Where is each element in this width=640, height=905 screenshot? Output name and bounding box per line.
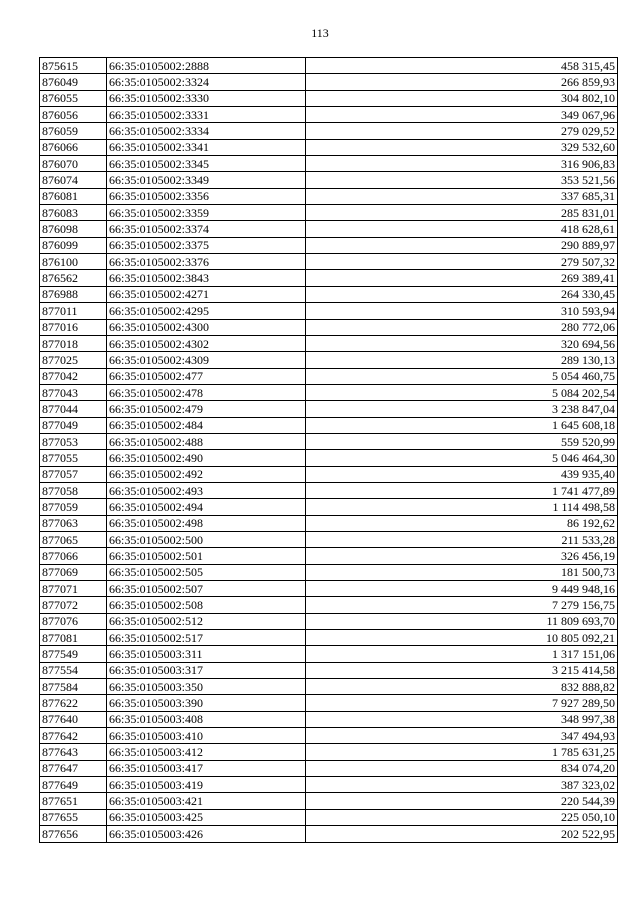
cadastral-value-cell: 832 888,82 <box>306 679 618 695</box>
row-number-cell: 876070 <box>40 156 107 172</box>
cadastral-value-cell: 220 544,39 <box>306 793 618 809</box>
cadastral-value-cell: 211 533,28 <box>306 531 618 547</box>
row-number-cell: 877065 <box>40 531 107 547</box>
table-row <box>40 139 618 155</box>
row-number-cell: 876081 <box>40 188 107 204</box>
cadastral-value-cell: 316 906,83 <box>306 156 618 172</box>
table-row <box>40 188 618 204</box>
cadastral-value-cell: 86 192,62 <box>306 515 618 531</box>
cadastral-value-cell: 439 935,40 <box>306 466 618 482</box>
row-number-cell: 877043 <box>40 384 107 400</box>
row-number-cell: 877622 <box>40 695 107 711</box>
cadastral-number-cell: 66:35:0105003:410 <box>107 728 306 744</box>
table-row <box>40 630 618 646</box>
cadastral-number-cell: 66:35:0105002:3843 <box>107 270 306 286</box>
cadastral-number-cell: 66:35:0105002:501 <box>107 548 306 564</box>
table-row <box>40 679 618 695</box>
row-number-cell: 877049 <box>40 417 107 433</box>
row-number-cell: 876083 <box>40 205 107 221</box>
cadastral-value-cell: 347 494,93 <box>306 728 618 744</box>
cadastral-value-cell: 1 741 477,89 <box>306 482 618 498</box>
cadastral-number-cell: 66:35:0105002:3376 <box>107 254 306 270</box>
row-number-cell: 877055 <box>40 450 107 466</box>
row-number-cell: 877642 <box>40 728 107 744</box>
page-number: 113 <box>311 26 329 40</box>
cadastral-number-cell: 66:35:0105002:3330 <box>107 90 306 106</box>
row-number-cell: 876056 <box>40 107 107 123</box>
cadastral-number-cell: 66:35:0105002:498 <box>107 515 306 531</box>
cadastral-value-cell: 7 279 156,75 <box>306 597 618 613</box>
row-number-cell: 877640 <box>40 711 107 727</box>
cadastral-number-cell: 66:35:0105002:494 <box>107 499 306 515</box>
cadastral-number-cell: 66:35:0105002:3349 <box>107 172 306 188</box>
row-number-cell: 877584 <box>40 679 107 695</box>
cadastral-number-cell: 66:35:0105002:507 <box>107 581 306 597</box>
table-row <box>40 270 618 286</box>
row-number-cell: 877655 <box>40 809 107 825</box>
cadastral-number-cell: 66:35:0105003:425 <box>107 809 306 825</box>
row-number-cell: 876059 <box>40 123 107 139</box>
cadastral-value-cell: 349 067,96 <box>306 107 618 123</box>
table-row <box>40 90 618 106</box>
cadastral-value-cell: 181 500,73 <box>306 564 618 580</box>
cadastral-number-cell: 66:35:0105002:493 <box>107 482 306 498</box>
cadastral-number-cell: 66:35:0105002:4302 <box>107 335 306 351</box>
cadastral-number-cell: 66:35:0105002:3374 <box>107 221 306 237</box>
cadastral-number-cell: 66:35:0105002:517 <box>107 630 306 646</box>
cadastral-number-cell: 66:35:0105002:508 <box>107 597 306 613</box>
row-number-cell: 877549 <box>40 646 107 662</box>
table-row <box>40 499 618 515</box>
row-number-cell: 877066 <box>40 548 107 564</box>
cadastral-number-cell: 66:35:0105002:4309 <box>107 352 306 368</box>
table-row <box>40 450 618 466</box>
cadastral-value-cell: 1 785 631,25 <box>306 744 618 760</box>
table-row <box>40 303 618 319</box>
cadastral-value-cell: 5 084 202,54 <box>306 384 618 400</box>
table-row <box>40 107 618 123</box>
cadastral-value-cell: 280 772,06 <box>306 319 618 335</box>
row-number-cell: 877651 <box>40 793 107 809</box>
row-number-cell: 877042 <box>40 368 107 384</box>
row-number-cell: 876562 <box>40 270 107 286</box>
cadastral-number-cell: 66:35:0105002:4295 <box>107 303 306 319</box>
row-number-cell: 877072 <box>40 597 107 613</box>
cadastral-value-cell: 285 831,01 <box>306 205 618 221</box>
cadastral-number-cell: 66:35:0105002:488 <box>107 433 306 449</box>
cadastral-number-cell: 66:35:0105003:421 <box>107 793 306 809</box>
cadastral-value-cell: 310 593,94 <box>306 303 618 319</box>
cadastral-number-cell: 66:35:0105002:477 <box>107 368 306 384</box>
cadastral-value-cell: 7 927 289,50 <box>306 695 618 711</box>
cadastral-number-cell: 66:35:0105003:419 <box>107 777 306 793</box>
table-row <box>40 254 618 270</box>
table-row <box>40 335 618 351</box>
table-row <box>40 237 618 253</box>
cadastral-value-cell: 1 114 498,58 <box>306 499 618 515</box>
table-row <box>40 58 618 74</box>
row-number-cell: 877058 <box>40 482 107 498</box>
cadastral-number-cell: 66:35:0105003:390 <box>107 695 306 711</box>
row-number-cell: 877044 <box>40 401 107 417</box>
cadastral-number-cell: 66:35:0105003:350 <box>107 679 306 695</box>
cadastral-number-cell: 66:35:0105002:2888 <box>107 58 306 74</box>
cadastral-value-cell: 3 238 847,04 <box>306 401 618 417</box>
table-body <box>40 58 618 843</box>
row-number-cell: 876988 <box>40 286 107 302</box>
table-row <box>40 286 618 302</box>
cadastral-value-cell: 834 074,20 <box>306 760 618 776</box>
table-row <box>40 368 618 384</box>
table-row <box>40 793 618 809</box>
cadastral-number-cell: 66:35:0105002:3341 <box>107 139 306 155</box>
cadastral-number-cell: 66:35:0105002:484 <box>107 417 306 433</box>
table-row <box>40 156 618 172</box>
cadastral-value-cell: 5 054 460,75 <box>306 368 618 384</box>
table-row <box>40 515 618 531</box>
table-row <box>40 433 618 449</box>
cadastral-number-cell: 66:35:0105002:3334 <box>107 123 306 139</box>
cadastral-value-cell: 326 456,19 <box>306 548 618 564</box>
cadastral-value-cell: 5 046 464,30 <box>306 450 618 466</box>
cadastral-number-cell: 66:35:0105002:3331 <box>107 107 306 123</box>
cadastral-number-cell: 66:35:0105002:3356 <box>107 188 306 204</box>
cadastral-value-cell: 279 507,32 <box>306 254 618 270</box>
table-row <box>40 777 618 793</box>
cadastral-number-cell: 66:35:0105003:317 <box>107 662 306 678</box>
cadastral-number-cell: 66:35:0105002:3324 <box>107 74 306 90</box>
row-number-cell: 877057 <box>40 466 107 482</box>
table-row <box>40 711 618 727</box>
row-number-cell: 877063 <box>40 515 107 531</box>
row-number-cell: 877647 <box>40 760 107 776</box>
cadastral-number-cell: 66:35:0105002:4271 <box>107 286 306 302</box>
table-row <box>40 384 618 400</box>
table-row <box>40 564 618 580</box>
row-number-cell: 876066 <box>40 139 107 155</box>
table-row <box>40 728 618 744</box>
table-row <box>40 826 618 842</box>
row-number-cell: 877016 <box>40 319 107 335</box>
cadastral-number-cell: 66:35:0105002:3375 <box>107 237 306 253</box>
table-row <box>40 662 618 678</box>
cadastral-value-cell: 202 522,95 <box>306 826 618 842</box>
cadastral-value-cell: 10 805 092,21 <box>306 630 618 646</box>
cadastral-number-cell: 66:35:0105002:4300 <box>107 319 306 335</box>
cadastral-value-cell: 3 215 414,58 <box>306 662 618 678</box>
cadastral-value-cell: 559 520,99 <box>306 433 618 449</box>
table-row <box>40 401 618 417</box>
row-number-cell: 877081 <box>40 630 107 646</box>
cadastral-value-cell: 1 317 151,06 <box>306 646 618 662</box>
cadastral-value-cell: 304 802,10 <box>306 90 618 106</box>
cadastral-value-cell: 348 997,38 <box>306 711 618 727</box>
table-row <box>40 319 618 335</box>
table-row <box>40 581 618 597</box>
cadastral-number-cell: 66:35:0105002:479 <box>107 401 306 417</box>
row-number-cell: 876049 <box>40 74 107 90</box>
cadastral-number-cell: 66:35:0105002:3345 <box>107 156 306 172</box>
row-number-cell: 877011 <box>40 303 107 319</box>
cadastral-value-cell: 9 449 948,16 <box>306 581 618 597</box>
cadastral-value-cell: 279 029,52 <box>306 123 618 139</box>
cadastral-value-cell: 289 130,13 <box>306 352 618 368</box>
row-number-cell: 877059 <box>40 499 107 515</box>
table-row <box>40 809 618 825</box>
cadastral-value-cell: 11 809 693,70 <box>306 613 618 629</box>
row-number-cell: 877076 <box>40 613 107 629</box>
table-row <box>40 417 618 433</box>
row-number-cell: 876099 <box>40 237 107 253</box>
cadastral-value-cell: 418 628,61 <box>306 221 618 237</box>
table-row <box>40 695 618 711</box>
table-row <box>40 482 618 498</box>
table-row <box>40 760 618 776</box>
row-number-cell: 877554 <box>40 662 107 678</box>
row-number-cell: 877656 <box>40 826 107 842</box>
cadastral-value-cell: 225 050,10 <box>306 809 618 825</box>
cadastral-value-cell: 458 315,45 <box>306 58 618 74</box>
table-row <box>40 352 618 368</box>
row-number-cell: 876074 <box>40 172 107 188</box>
cadastral-value-cell: 266 859,93 <box>306 74 618 90</box>
table-row <box>40 172 618 188</box>
row-number-cell: 877071 <box>40 581 107 597</box>
cadastral-number-cell: 66:35:0105002:478 <box>107 384 306 400</box>
cadastral-value-cell: 269 389,41 <box>306 270 618 286</box>
cadastral-value-cell: 353 521,56 <box>306 172 618 188</box>
table-row <box>40 466 618 482</box>
cadastral-number-cell: 66:35:0105003:408 <box>107 711 306 727</box>
table-row <box>40 123 618 139</box>
row-number-cell: 877025 <box>40 352 107 368</box>
cadastral-number-cell: 66:35:0105002:505 <box>107 564 306 580</box>
row-number-cell: 877069 <box>40 564 107 580</box>
row-number-cell: 876055 <box>40 90 107 106</box>
row-number-cell: 877649 <box>40 777 107 793</box>
table-row <box>40 613 618 629</box>
table-row <box>40 744 618 760</box>
cadastral-number-cell: 66:35:0105002:500 <box>107 531 306 547</box>
cadastral-number-cell: 66:35:0105003:417 <box>107 760 306 776</box>
table-row <box>40 74 618 90</box>
cadastral-value-table <box>39 57 618 843</box>
cadastral-number-cell: 66:35:0105003:426 <box>107 826 306 842</box>
table-row <box>40 205 618 221</box>
cadastral-number-cell: 66:35:0105003:311 <box>107 646 306 662</box>
cadastral-value-cell: 387 323,02 <box>306 777 618 793</box>
row-number-cell: 877018 <box>40 335 107 351</box>
cadastral-value-cell: 337 685,31 <box>306 188 618 204</box>
cadastral-value-cell: 290 889,97 <box>306 237 618 253</box>
cadastral-value-cell: 329 532,60 <box>306 139 618 155</box>
cadastral-number-cell: 66:35:0105002:3359 <box>107 205 306 221</box>
cadastral-value-cell: 1 645 608,18 <box>306 417 618 433</box>
cadastral-value-cell: 320 694,56 <box>306 335 618 351</box>
row-number-cell: 876100 <box>40 254 107 270</box>
table-row <box>40 597 618 613</box>
cadastral-value-cell: 264 330,45 <box>306 286 618 302</box>
cadastral-number-cell: 66:35:0105003:412 <box>107 744 306 760</box>
row-number-cell: 877053 <box>40 433 107 449</box>
table-row <box>40 531 618 547</box>
cadastral-number-cell: 66:35:0105002:512 <box>107 613 306 629</box>
row-number-cell: 877643 <box>40 744 107 760</box>
table-row <box>40 548 618 564</box>
row-number-cell: 876098 <box>40 221 107 237</box>
cadastral-number-cell: 66:35:0105002:490 <box>107 450 306 466</box>
row-number-cell: 875615 <box>40 58 107 74</box>
table-row <box>40 221 618 237</box>
cadastral-number-cell: 66:35:0105002:492 <box>107 466 306 482</box>
table-row <box>40 646 618 662</box>
